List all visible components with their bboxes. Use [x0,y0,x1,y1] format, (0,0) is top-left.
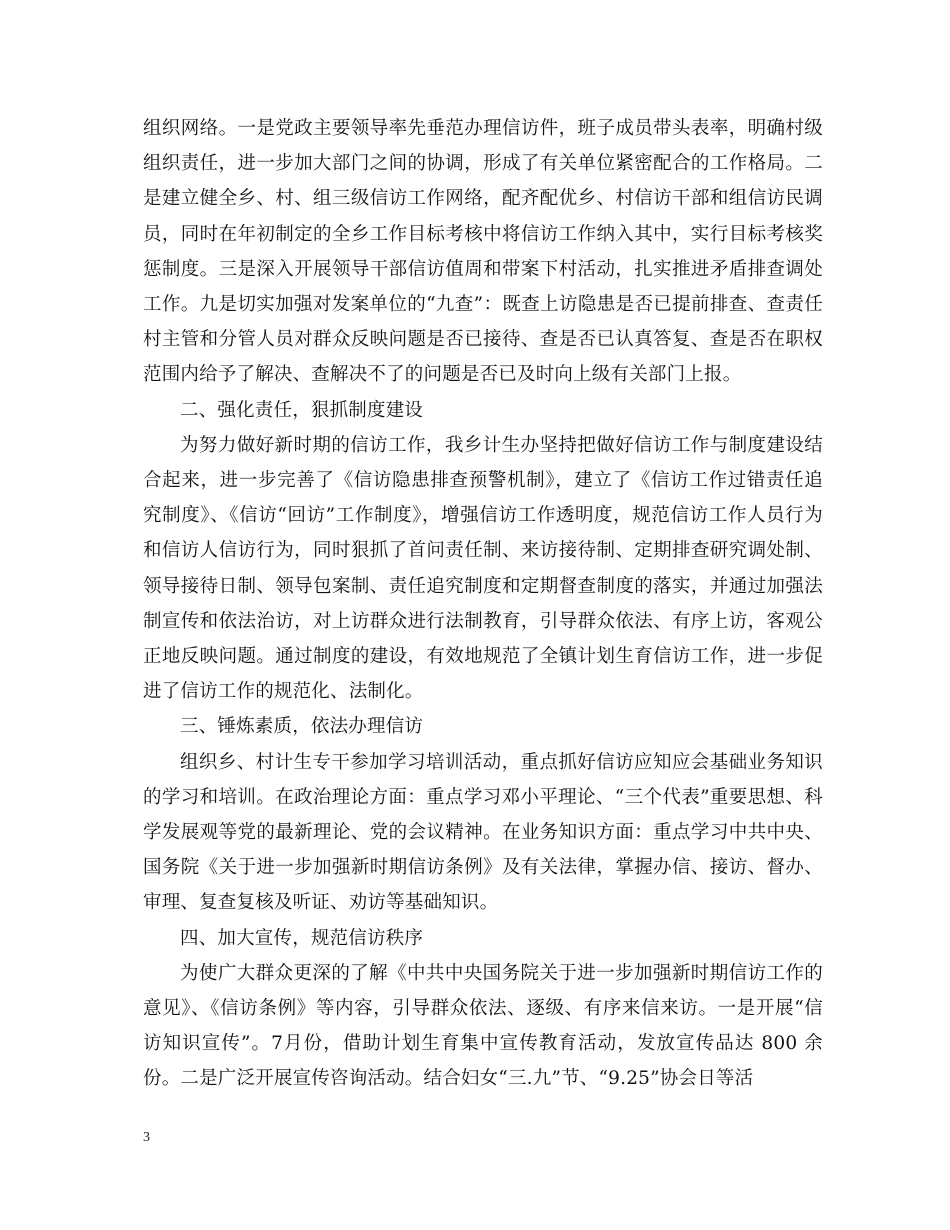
document-body [143,111,823,1097]
paragraph-system-building: 为努力做好新时期的信访工作，我乡计生办坚持把做好信访工作与制度建设结合起来，进一步完善了《信访隐患排查预警机制》，建立了《信访工作过错责任追究制度》、《信访“回访”工作制度》，增强信访工作透明度，规范信访工作人员行为和信访人信访行为，同时狠抓了首问责任制、来访接待制、定期排查研究调处制、领导接待日制、领导包案制、责任追究制度和定期督查制度的落实，并通过加强法制宣传和依法治访，对上访群众进行法制教育，引导群众依法、有序上访，客观公正地反映问题。通过制度的建设，有效地规范了全镇计划生育信访工作，进一步促进了信访工作的规范化、法制化。 [143,434,823,703]
page-number: 3 [143,1130,150,1145]
section-heading-quality: 三、锤炼素质，依法办理信访 [180,716,424,738]
paragraph-training: 组织乡、村计生专干参加学习培训活动，重点抓好信访应知应会基础业务知识的学习和培训。在政治理论方面：重点学习邓小平理论、“三个代表”重要思想、科学发展观等党的最新理论、党的会议精神。在业务知识方面：重点学习中共中央、国务院《关于进一步加强新时期信访条例》及有关法律，掌握办信、接访、督办、审理、复查复核及听证、劝访等基础知识。 [143,751,823,914]
paragraph-publicity: 为使广大群众更深的了解《中共中央国务院关于进一步加强新时期信访工作的意见》、《信访条例》等内容，引导群众依法、逐级、有序来信来访。一是开展“信访知识宣传”。7月份，借助计划生育集中宣传教育活动，发放宣传品达 800 余份。二是广泛开展宣传咨询活动。结合妇女“三.九”节、“9.25”协会日等活 [143,962,823,1090]
section-heading-responsibility: 二、强化责任，狠抓制度建设 [180,399,424,421]
paragraph-network: 组织网络。一是党政主要领导率先垂范办理信访件，班子成员带头表率，明确村级组织责任，进一步加大部门之间的协调，形成了有关单位紧密配合的工作格局。二是建立健全乡、村、组三级信访工作网络，配齐配优乡、村信访干部和组信访民调员，同时在年初制定的全乡工作目标考核中将信访工作纳入其中，实行目标考核奖惩制度。三是深入开展领导干部信访值周和带案下村活动，扎实推进矛盾排查调处工作。九是切实加强对发案单位的“九查”：既查上访隐患是否已提前排查、查责任村主管和分管人员对群众反映问题是否已接待、查是否已认真答复、查是否在职权范围内给予了解决、查解决不了的问题是否已及时向上级有关部门上报。 [143,118,823,386]
section-heading-publicity: 四、加大宣传，规范信访秩序 [180,927,424,949]
